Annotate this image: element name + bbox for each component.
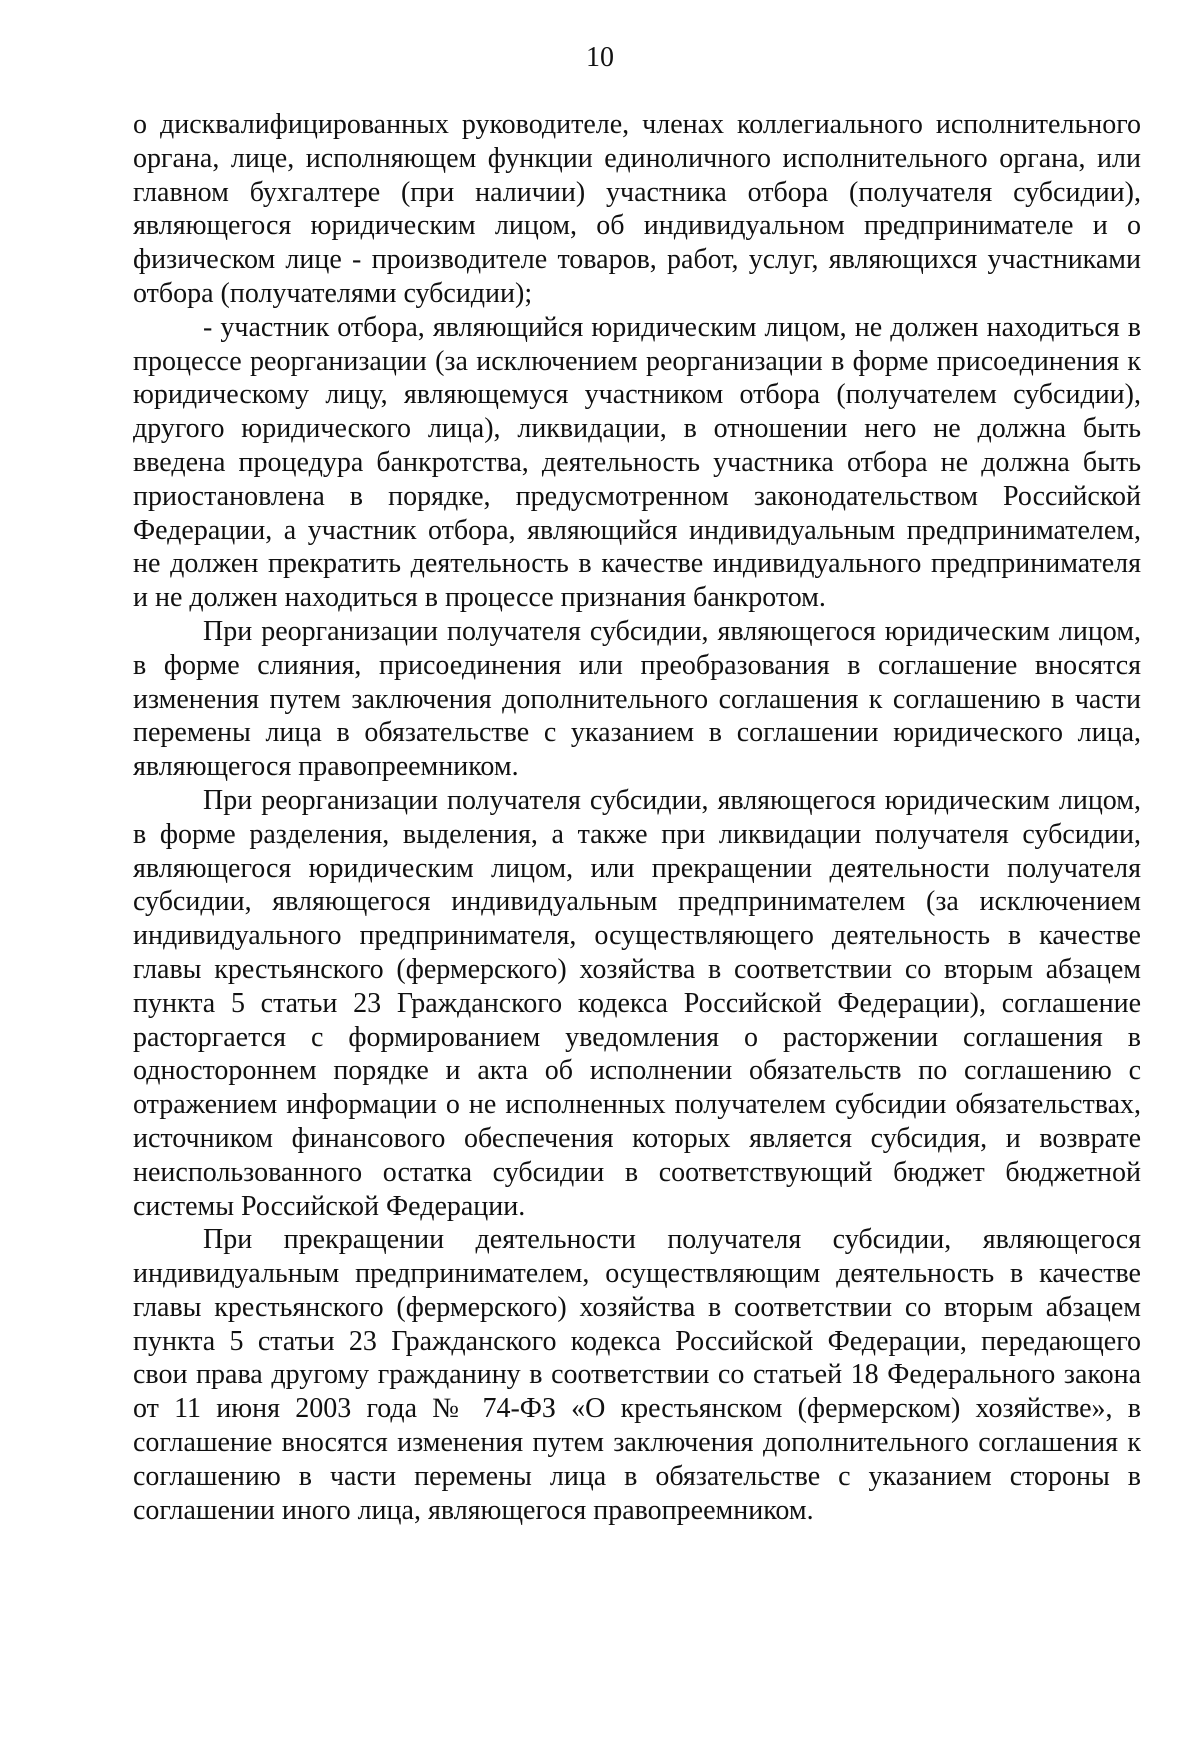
- page-number: 10: [586, 42, 614, 73]
- paragraph-participant-requirement: - участник отбора, являющийся юридическим лицом, не должен находиться в процессе реорганизации (за исключением реорганизации в форме присоединения к юридическому лицу, являющемуся участником отбора (получателем субсидии), другого юридического лица), ликвидации, в отношении него не должна быть введена процедура банкротства, деятельность участника отбора не должна быть приостановлена в порядке, предусмотренном законодательством Российской Федерации, а участник отбора, являющийся индивидуальным предпринимателем, не должен прекратить деятельность в качестве индивидуального предпринимателя и не должен находиться в процессе признания банкротом.: [133, 311, 1141, 614]
- paragraph-reorganization-division: При реорганизации получателя субсидии, являющегося юридическим лицом, в форме разделения, выделения, а также при ликвидации получателя субсидии, являющегося юридическим лицом, или прекращении деятельности получателя субсидии, являющегося индивидуальным предпринимателем (за исключением индивидуального предпринимателя, осуществляющего деятельность в качестве главы крестьянского (фермерского) хозяйства в соответствии со вторым абзацем пункта 5 статьи 23 Гражданского кодекса Российской Федерации), соглашение расторгается с формированием уведомления о расторжении соглашения в одностороннем порядке и акта об исполнении обязательств по соглашению с отражением информации о не исполненных получателем субсидии обязательствах, источником финансового обеспечения которых является субсидия, и возврате неиспользованного остатка субсидии в соответствующий бюджет бюджетной системы Российской Федерации.: [133, 784, 1141, 1222]
- paragraph-farm-succession: При прекращении деятельности получателя субсидии, являющегося индивидуальным предпринимателем, осуществляющим деятельность в качестве главы крестьянского (фермерского) хозяйства в соответствии со вторым абзацем пункта 5 статьи 23 Гражданского кодекса Российской Федерации, передающего свои права другому гражданину в соответствии со статьей 18 Федерального закона от 11 июня 2003 года № 74-ФЗ «О крестьянском (фермерском) хозяйстве», в соглашение вносятся изменения путем заключения дополнительного соглашения к соглашению в части перемены лица в обязательстве с указанием стороны в соглашении иного лица, являющегося правопреемником.: [133, 1224, 1141, 1526]
- paragraph-continuation: о дисквалифицированных руководителе, членах коллегиального исполнительного органа, лице, исполняющем функции единоличного исполнительного органа, или главном бухгалтере (при наличии) участника отбора (получателя субсидии), являющегося юридическим лицом, об индивидуальном предпринимателе и о физическом лице - производителе товаров, работ, услуг, являющихся участниками отбора (получателями субсидии);: [133, 109, 1141, 309]
- document-body: [133, 108, 1141, 1527]
- paragraph-reorganization-merger: При реорганизации получателя субсидии, являющегося юридическим лицом, в форме слияния, присоединения или преобразования в соглашение вносятся изменения путем заключения дополнительного соглашения к соглашению в части перемены лица в обязательстве с указанием в соглашении юридического лица, являющегося правопреемником.: [133, 615, 1141, 783]
